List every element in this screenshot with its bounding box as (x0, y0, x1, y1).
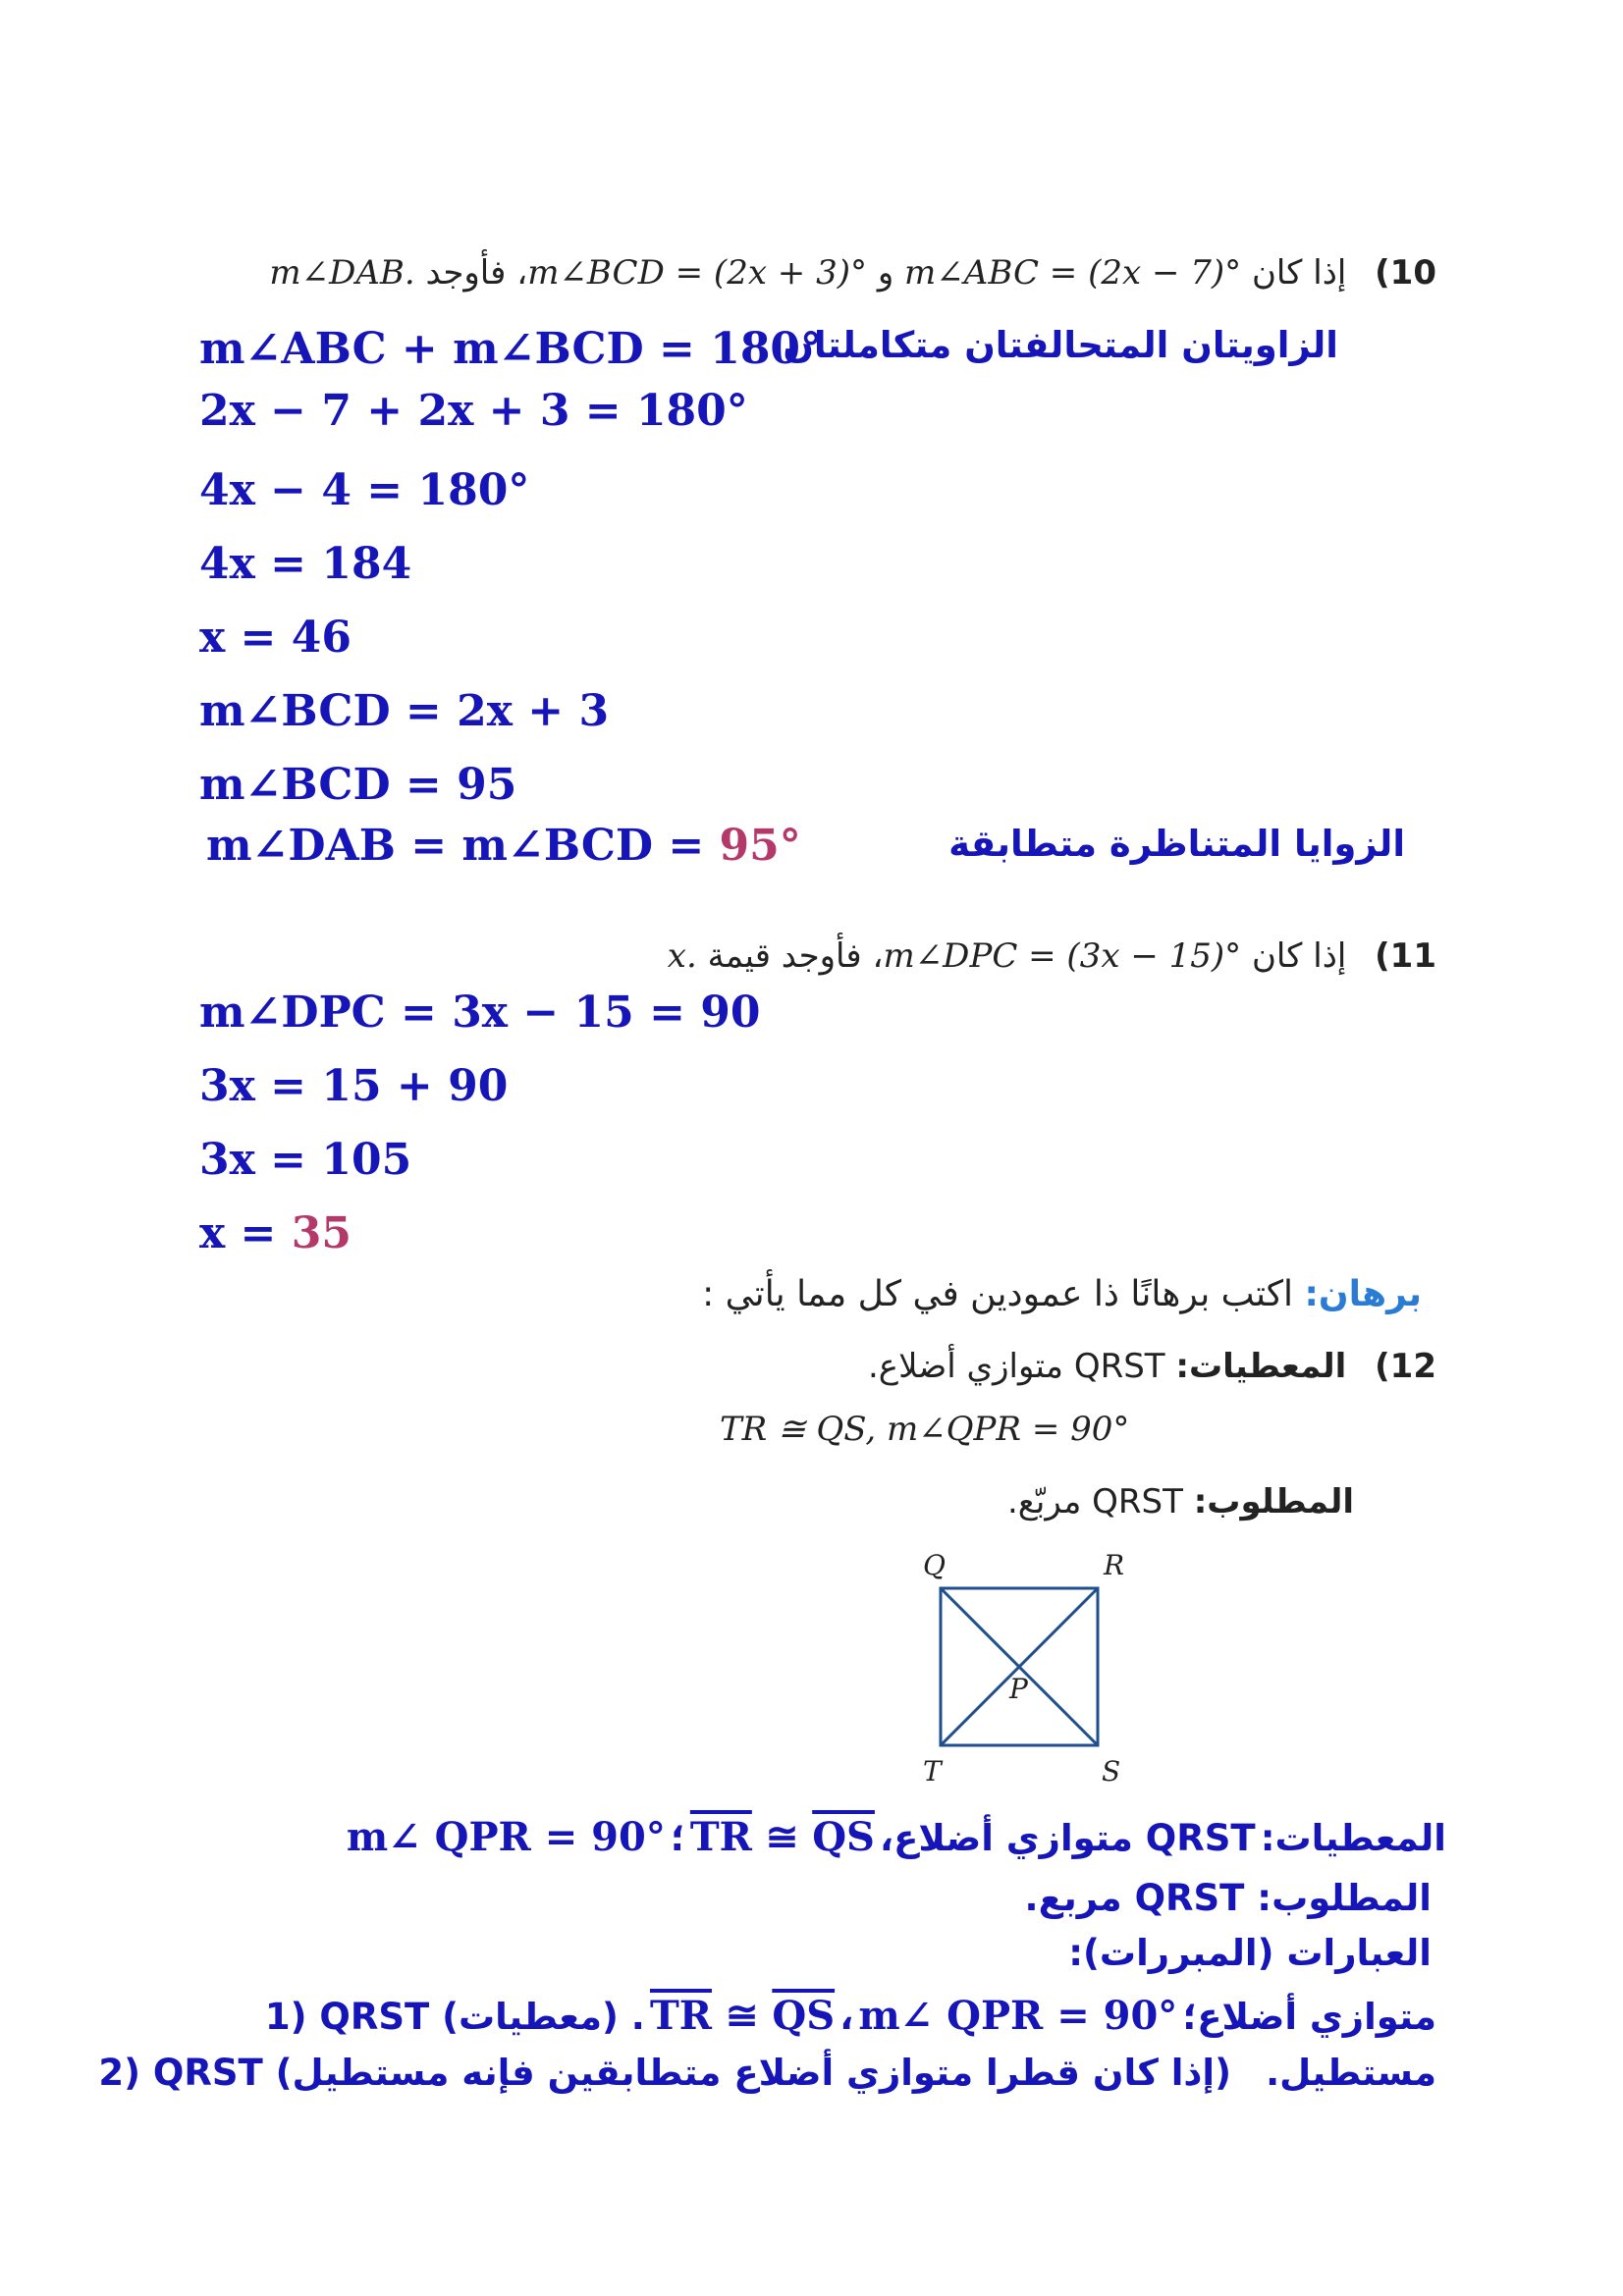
given-text: QRST متوازي أضلاع. (867, 1347, 1165, 1386)
question-number: 10) (1375, 253, 1436, 293)
question-12-given (868, 1347, 1436, 1386)
statement-1-angle: m∠ QPR = 90° (858, 1993, 1178, 2039)
solution-line: m∠DPC = 3x − 15 = 90 (199, 988, 761, 1038)
math-var: x. (667, 936, 697, 976)
question-text: إذا كان (1251, 936, 1347, 976)
statement-2 (98, 2052, 1436, 2094)
proof-tag: برهان: (1304, 1274, 1422, 1314)
semicolon: ؛ (670, 1817, 685, 1859)
question-11 (668, 936, 1436, 976)
solution-line: m∠BCD = 2x + 3 (199, 686, 610, 736)
given-math-text: TR ≅ QS, m∠QPR = 90° (720, 1410, 1130, 1449)
question-text: ، فأوجد قيمة (707, 936, 884, 976)
solution-given-angle: m∠ QPR = 90° (346, 1814, 666, 1860)
statement-2-start: 2) QRST مستطيل. (98, 2052, 1436, 2094)
vertex-label-s: S (1102, 1755, 1121, 1788)
q12-solution-given (347, 1814, 1446, 1860)
segment-tr: $\overline{TR}$ (649, 1993, 712, 2039)
solution-given-label: المعطيات: (1260, 1817, 1446, 1859)
answer-value: 95° (719, 821, 801, 871)
answer-value: 35 (291, 1208, 352, 1258)
intersection-label-p: P (1009, 1673, 1028, 1705)
question-text: و (877, 253, 894, 293)
congruent-sign: ≅ (751, 1814, 813, 1860)
question-text: إذا كان (1251, 253, 1347, 293)
question-12-required (1007, 1482, 1354, 1522)
required-text: QRST مربّع. (1006, 1482, 1183, 1522)
vertex-label-t: T (923, 1755, 942, 1788)
solution-line: x = 46 (199, 613, 352, 663)
proof-header (702, 1274, 1422, 1314)
solution-text: x = (199, 1208, 292, 1258)
statement-1-math (650, 1993, 835, 2039)
segment-qs: $\overline{QS}$ (772, 1993, 836, 2039)
statement-1-end: . (معطيات) (442, 1996, 645, 2038)
math-dpc: m∠DPC = (3x − 15)° (883, 936, 1242, 976)
solution-line: 4x = 184 (199, 539, 412, 589)
solution-line: 3x = 15 + 90 (199, 1061, 509, 1111)
statement-1 (265, 1993, 1436, 2039)
given-math (720, 1410, 1129, 1449)
solution-line: m∠ABC + m∠BCD = 180° (199, 324, 823, 374)
solution-line: 4x − 4 = 180° (199, 465, 530, 515)
solution-line: 3x = 105 (199, 1135, 412, 1185)
solution-line: 2x − 7 + 2x + 3 = 180° (199, 386, 748, 436)
given-label: المعطيات: (1175, 1347, 1347, 1386)
vertex-label-r: R (1104, 1549, 1125, 1581)
congruent-sign: ≅ (711, 1993, 773, 2039)
vertex-label-q: Q (923, 1549, 946, 1581)
solution-given-math (690, 1814, 875, 1860)
square-figure (903, 1541, 1139, 1796)
solution-line: m∠BCD = 95 (199, 760, 517, 810)
solution-text: m∠DAB = m∠BCD = (206, 821, 720, 871)
required-label: المطلوب: (1193, 1482, 1354, 1522)
solution-reason: الزوايا المتناظرة متطابقة (948, 823, 1405, 865)
math-abc: m∠ABC = (2x − 7)° (904, 253, 1242, 293)
statement-1-start: 1) QRST متوازي أضلاع؛ (264, 1996, 1436, 2038)
solution-reason: الزاويتان المتحالفتان متكاملتان (783, 324, 1338, 366)
square-diagram (903, 1541, 1139, 1796)
math-dab: m∠DAB. (269, 253, 415, 293)
solution-final-line (199, 1208, 352, 1258)
math-bcd: m∠BCD = (2x + 3)° (527, 253, 867, 293)
question-number: 12) (1375, 1347, 1436, 1386)
solution-final-line (206, 821, 801, 871)
solution-given-text: QRST متوازي أضلاع، (880, 1817, 1256, 1859)
solution-required: المطلوب: QRST مربع. (1024, 1877, 1432, 1919)
statement-2-reason: (إذا كان قطرا متوازي أضلاع متطابقين فإنه مستطيل) (275, 2052, 1232, 2094)
solution-statements-label: العبارات (المبررات): (1068, 1932, 1432, 1974)
segment-tr: $\overline{TR}$ (689, 1814, 752, 1860)
question-10 (269, 253, 1436, 293)
proof-instruction: اكتب برهانًا ذا عمودين في كل مما يأتي : (702, 1274, 1294, 1314)
segment-qs: $\overline{QS}$ (812, 1814, 875, 1860)
question-text: ، فأوجد (425, 253, 528, 293)
question-number: 11) (1375, 936, 1436, 976)
statement-1-comma: ، (839, 1996, 854, 2038)
